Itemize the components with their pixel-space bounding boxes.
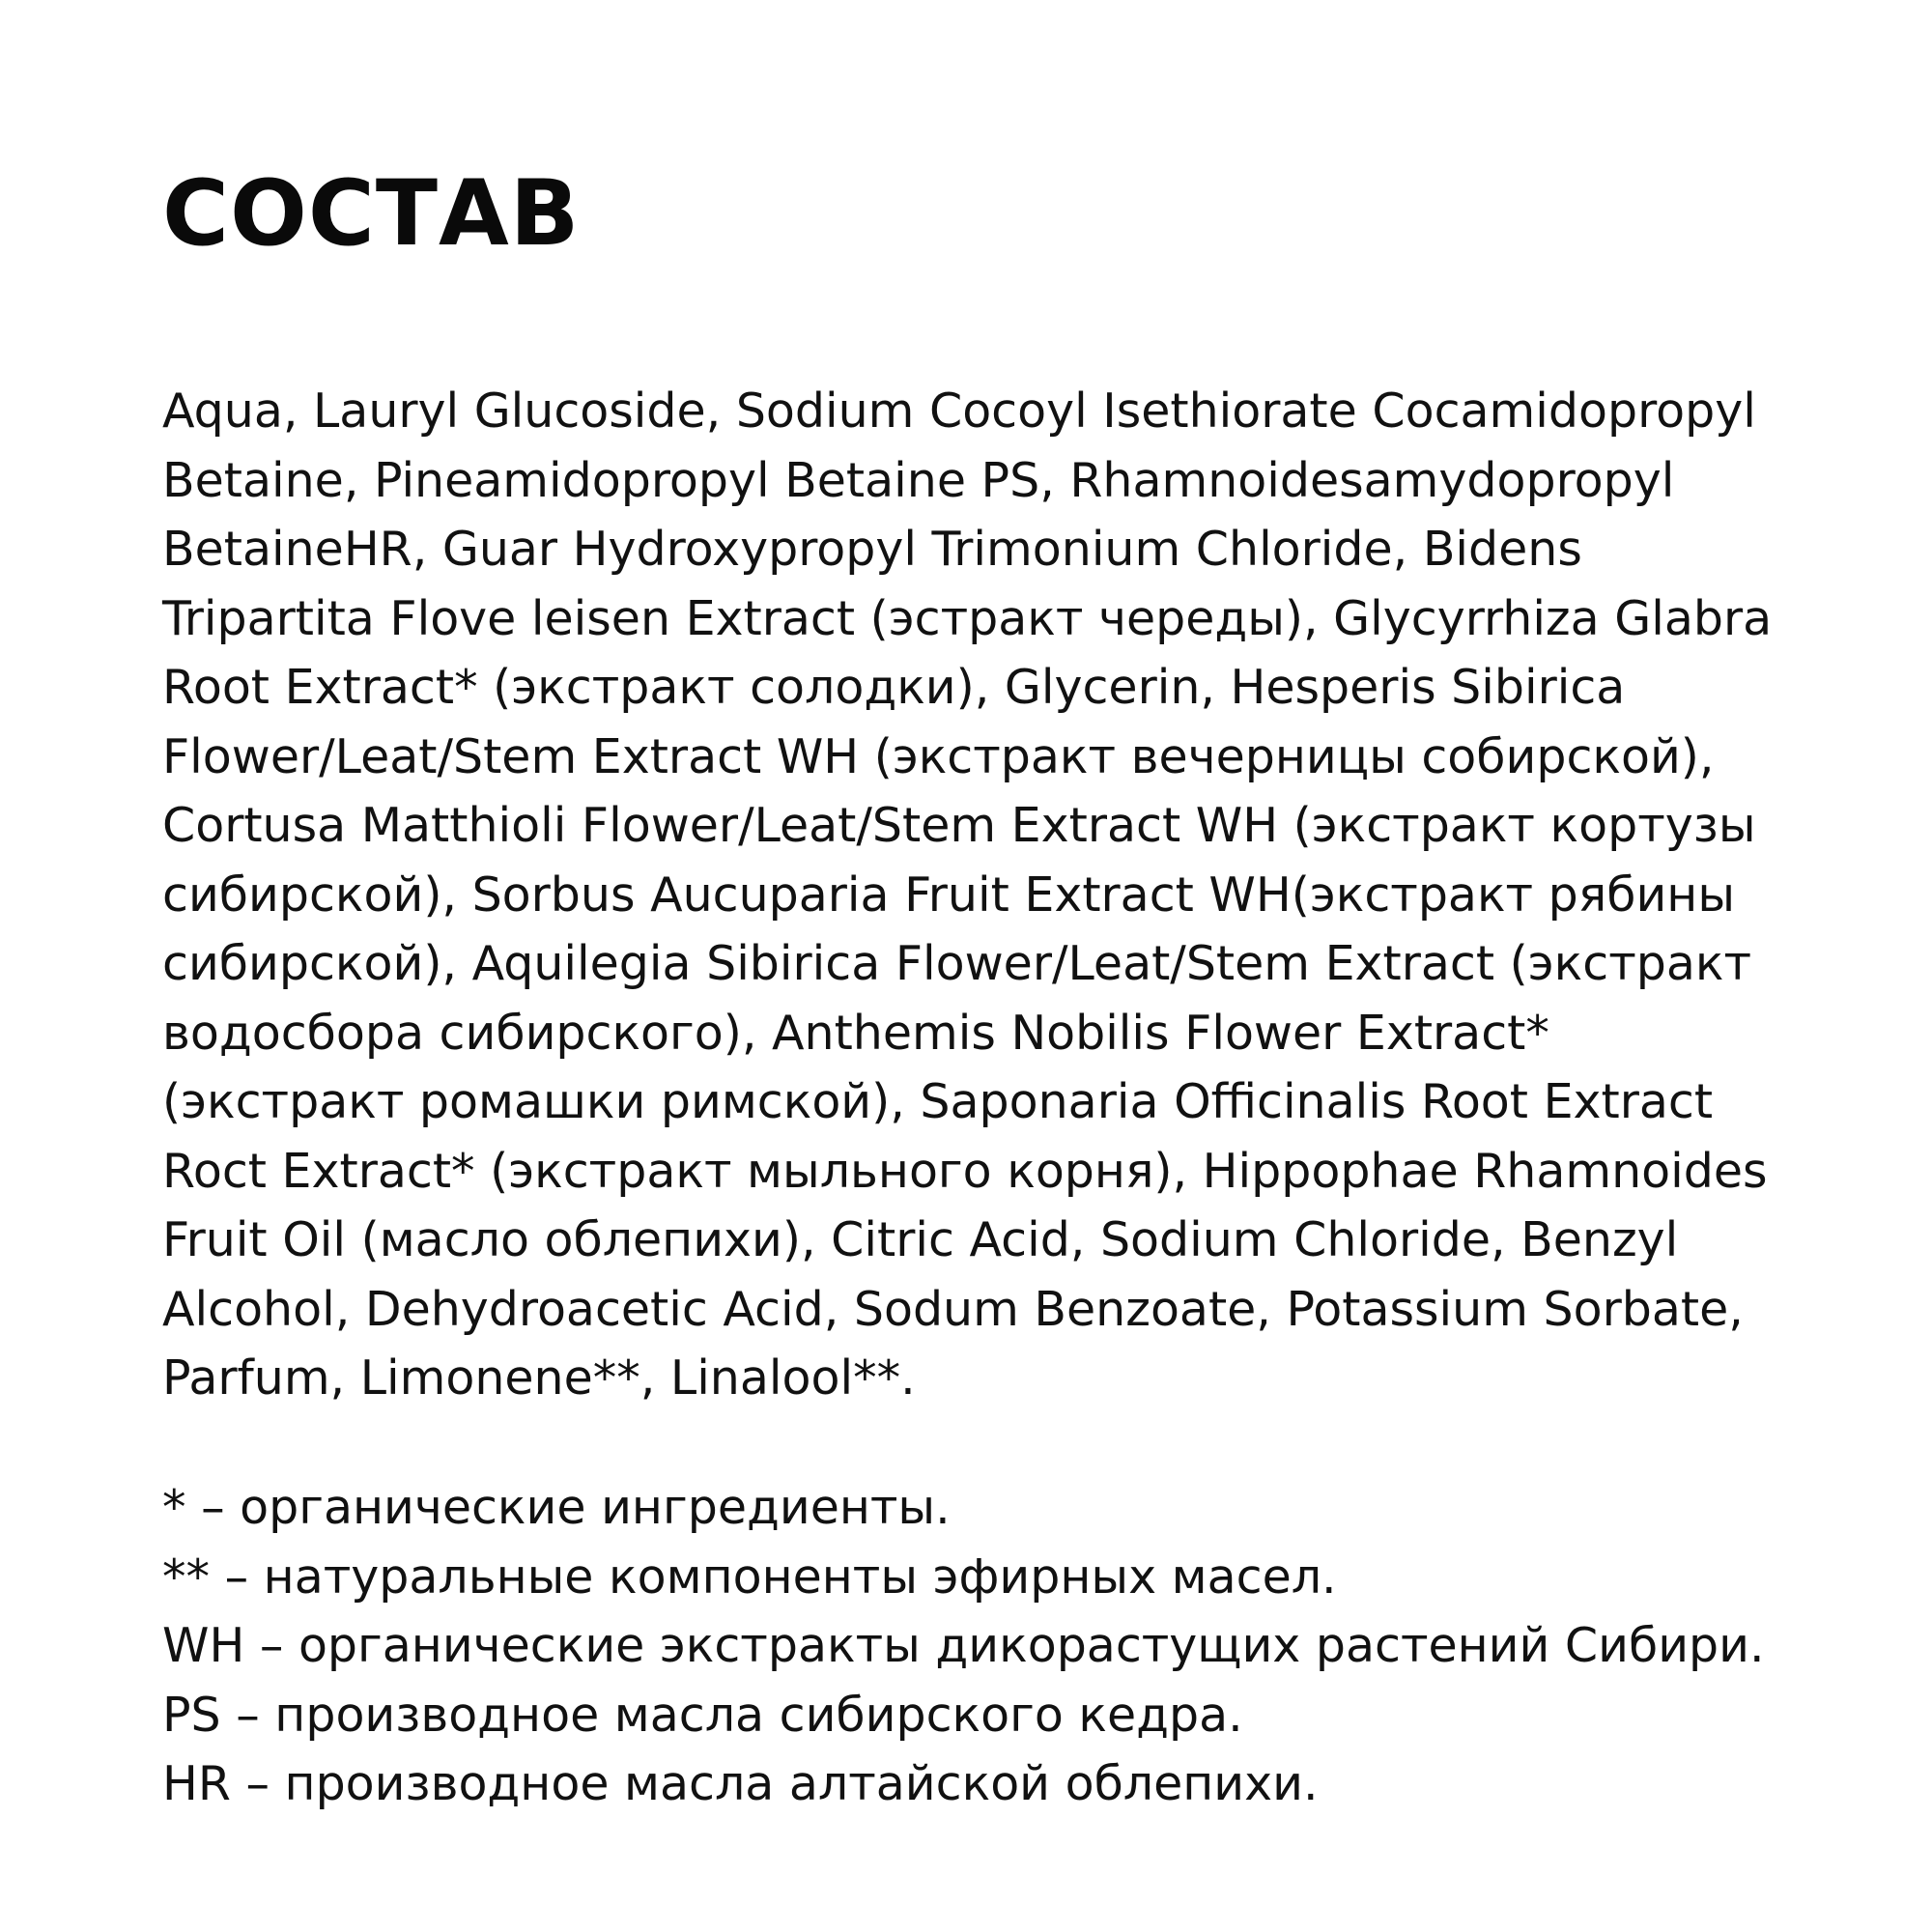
- footnote-hr: HR – производное масла алтайской облепихи.: [162, 1756, 1319, 1811]
- ingredients-line: Root Extract* (экстракт солодки), Glycerin, Hesperis Sibirica: [162, 660, 1626, 715]
- ingredients-list: [162, 377, 1804, 1413]
- footnote-organic: * – органические ингредиенты.: [162, 1480, 951, 1535]
- ingredients-line: BetaineHR, Guar Hydroxypropyl Trimonium Chloride, Bidens: [162, 522, 1582, 577]
- ingredients-line: сибирской), Sorbus Aucuparia Fruit Extract WH(экстракт рябины: [162, 867, 1736, 923]
- ingredients-line: Aqua, Lauryl Glucoside, Sodium Cocoyl Isethiorate Cocamidopropyl: [162, 384, 1756, 439]
- footnote-ps: PS – производное масла сибирского кедра.: [162, 1687, 1243, 1743]
- footnote-wh: WH – органические экстракты дикорастущих растений Сибири.: [162, 1618, 1765, 1673]
- ingredients-line: Betaine, Pineamidopropyl Betaine PS, Rhamnoidesamydopropyl: [162, 452, 1675, 508]
- ingredients-line: сибирской), Aquilegia Sibirica Flower/Leat/Stem Extract (экстракт: [162, 936, 1752, 991]
- ingredients-line: (экстракт ромашки римской), Saponaria Officinalis Root Extract: [162, 1074, 1714, 1129]
- ingredients-line: Alcohol, Dehydroacetic Acid, Sodum Benzoate, Potassium Sorbate,: [162, 1281, 1744, 1337]
- ingredients-line: Parfum, Limonene**, Linalool**.: [162, 1350, 916, 1406]
- ingredients-line: Flower/Leat/Stem Extract WH (экстракт вечерницы собирской),: [162, 728, 1715, 784]
- ingredients-line: Tripartita Flove leisen Extract (эстракт череды), Glycyrrhiza Glabra: [162, 590, 1773, 646]
- ingredients-line: водосбора сибирского), Anthemis Nobilis Flower Extract*: [162, 1005, 1549, 1061]
- ingredients-line: Fruit Oil (масло облепихи), Citric Acid, Sodium Chloride, Benzyl: [162, 1212, 1679, 1267]
- footnote-essential-oils: ** – натуральные компоненты эфирных масел.: [162, 1548, 1337, 1605]
- ingredients-line: Cortusa Matthioli Flower/Leat/Stem Extract WH (экстракт кортузы: [162, 798, 1756, 853]
- footnotes: [162, 1473, 1804, 1819]
- ingredients-line: Roct Extract* (экстракт мыльного корня), Hippophae Rhamnoides: [162, 1143, 1768, 1199]
- page-title: СОСТАВ: [162, 161, 581, 267]
